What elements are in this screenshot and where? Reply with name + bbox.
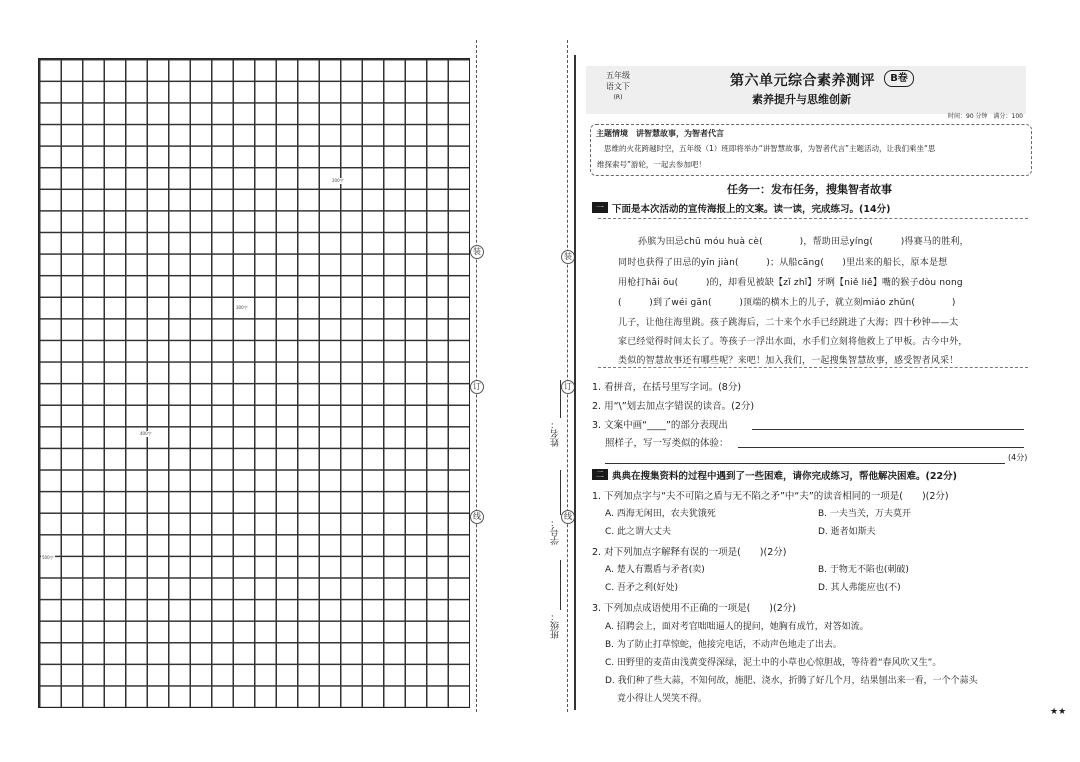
option-d[interactable]: D. 我们种了些大蒜，不知何故，施肥、浇水，折腾了好几个月，结果刨出来一看，一个个蒜头 [605, 676, 978, 686]
grade-label: 五年级 [606, 71, 630, 80]
passage-line: ( )到了wéi gān( )顶端的横木上的儿子，就立刻miáo zhǔn( ) [618, 298, 956, 308]
binding-mark-zhuang: 装 [470, 245, 484, 259]
page-title: 第六单元综合素养测评 [730, 73, 875, 89]
section-heading: 典典在搜集资料的过程中遇到了一些困难，请你完成练习，帮他解决困难。(22分) [612, 471, 957, 482]
binding-mark-xian: 线 [470, 510, 484, 524]
section-number-badge: 二 [592, 469, 608, 480]
option-d[interactable]: D. 其人弗能应也(不) [818, 583, 901, 593]
option-c[interactable]: C. 田野里的麦苗由浅黄变得深绿，泥土中的小草也心惊胆战，等待着“春风吹又生”。 [605, 658, 942, 668]
composition-grid [38, 58, 470, 708]
question-1-3: 3. 文案中画“____”的部分表现出 [592, 420, 728, 431]
theme-heading: 主题情境 讲智慧故事，为智者代言 [596, 129, 724, 138]
option-a[interactable]: A. 楚人有鬻盾与矛者(卖) [605, 565, 705, 575]
option-b[interactable]: B. 于物无不陷也(刺破) [818, 565, 909, 575]
score-label: (4分) [1008, 453, 1028, 462]
question-1-1: 1. 看拼音，在括号里写字词。(8分) [592, 382, 742, 393]
binding-mark-xian: 线 [561, 510, 575, 524]
word-count-marker: 500字 [42, 555, 54, 560]
theme-text: 维探索号”游轮，一起去参加吧！ [597, 160, 706, 169]
difficulty-stars: ★★ [1050, 707, 1067, 717]
question-2-2: 2. 对下列加点字解释有误的一项是( )(2分) [592, 547, 787, 558]
writing-grid-page [0, 0, 520, 762]
option-a[interactable]: A. 招聘会上，面对考官咄咄逼人的提问，她胸有成竹，对答如流。 [605, 622, 869, 632]
binding-dashed-line [567, 40, 568, 712]
word-count-marker: 400字 [140, 431, 152, 436]
option-a[interactable]: A. 西海无闲田，农夫犹饿死 [605, 509, 716, 519]
binding-mark-zhuang: 装 [561, 250, 575, 264]
question-2-1: 1. 下列加点字与“夫不可陷之盾与无不陷之矛”中“夫”的读音相同的一项是( )(2分) [592, 491, 949, 502]
section-heading: 下面是本次活动的宣传海报上的文案。读一读，完成练习。(14分) [612, 204, 891, 215]
answer-line[interactable] [605, 463, 1005, 464]
grade-box [600, 70, 636, 110]
name-field-label: 姓名： [551, 420, 561, 447]
binding-dashed-line [476, 40, 477, 712]
class-field-label: 班级： [551, 612, 561, 639]
time-score-info: 时间：90 分钟 满分：100 [948, 113, 1023, 120]
passage-line: 类似的智慧故事还有哪些呢？来吧！加入我们，一起搜集智慧故事，感受智者风采！ [618, 356, 959, 366]
option-d-continued: 竟小得让人哭笑不得。 [617, 694, 708, 704]
answer-line[interactable] [752, 429, 1024, 430]
edition-label: (R) [613, 94, 623, 101]
binding-mark-ding: 订 [561, 380, 575, 394]
passage-line: 家已经觉得时间太长了。等孩子一浮出水面，水手们立刻将他救上了甲板。古今中外， [618, 337, 968, 347]
paper-version-badge: B卷 [884, 70, 914, 87]
option-d[interactable]: D. 逝者如斯夫 [818, 527, 876, 537]
option-b[interactable]: B. 为了防止打草惊蛇，他接完电话，不动声色地走了出去。 [605, 640, 842, 650]
section-number-badge: 一 [592, 202, 608, 213]
name-field-line[interactable] [560, 380, 561, 418]
subject-label: 语文下 [606, 82, 630, 91]
passage-line: 孙膑为田忌chū móu huà cè( )，帮助田忌yíng( )得赛马的胜利， [638, 237, 969, 247]
option-c[interactable]: C. 吾矛之利(好处) [605, 583, 679, 593]
student-id-field-label: 学号： [551, 518, 561, 545]
page-subtitle: 素养提升与思维创新 [752, 93, 851, 106]
question-1-3-example: 照样子，写一写类似的体验： [605, 438, 729, 449]
theme-text: 思维的火花跨越时空，五年级（1）班即将举办“讲智慧故事，为智者代言”主题活动，让我们乘坐“思 [604, 144, 936, 153]
question-1-2: 2. 用“\”划去加点字错误的读音。(2分) [592, 401, 755, 412]
option-b[interactable]: B. 一夫当关，万夫莫开 [818, 509, 911, 519]
student-id-field-line[interactable] [560, 470, 561, 515]
option-c[interactable]: C. 此之谓大丈夫 [605, 527, 672, 537]
answer-line[interactable] [738, 447, 1024, 448]
class-field-line[interactable] [560, 560, 561, 610]
binding-mark-ding: 订 [470, 380, 484, 394]
task-heading: 任务一：发布任务，搜集智者故事 [727, 183, 892, 196]
passage-line: 同时也获得了田忌的yīn jiàn( )；从船cāng( )里出来的船长，原本是想 [618, 258, 948, 268]
word-count-marker: 300字 [236, 305, 248, 310]
question-2-3: 3. 下列加点成语使用不正确的一项是( )(2分) [592, 603, 796, 614]
word-count-marker: 200字 [332, 178, 344, 183]
passage-line: 儿子，让他往海里跳。孩子跳海后，二十来个水手已经跳进了大海；四十秒钟——太 [618, 318, 959, 328]
passage-line: 用枪打hǎi ōu( )的，却看见被缺【zǐ zhǐ】牙咧【niě liě】嘴的猴子dòu nong [618, 278, 963, 288]
page-binding-edge [574, 55, 582, 710]
